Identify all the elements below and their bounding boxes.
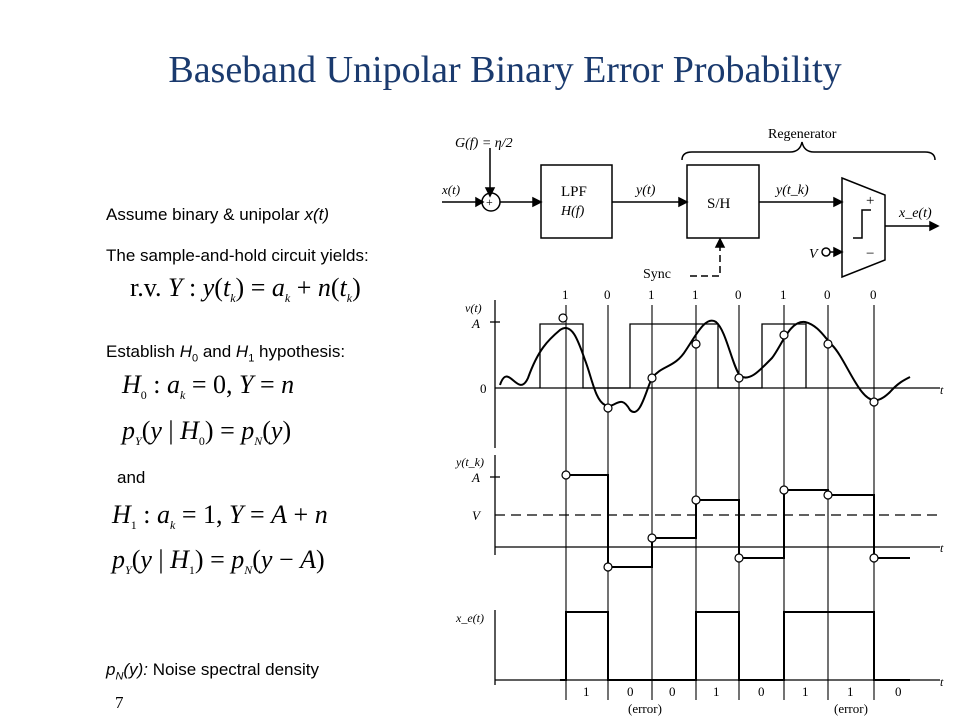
top-bit-label: 1 <box>692 287 699 302</box>
bottom-bit-label: 0 <box>758 684 765 699</box>
lpf-transfer: H(f) <box>561 204 585 219</box>
comparator-minus: − <box>866 246 875 262</box>
summer-plus: + <box>486 195 493 209</box>
sh-output-label: y(t_k) <box>776 183 809 198</box>
top-axis-t: t <box>940 383 944 397</box>
top-ylabel: v(t) <box>465 301 482 315</box>
lpf-label: LPF <box>561 184 587 200</box>
top-bit-label: 1 <box>780 287 787 302</box>
top-bit-label: 1 <box>562 287 569 302</box>
input-label: x(t) <box>442 182 461 197</box>
error-label-1: (error) <box>628 701 662 716</box>
sample-hold-text: The sample-and-hold circuit yields: <box>106 246 369 265</box>
noise-label: G(f) = η/2 <box>455 136 513 151</box>
top-bit-label: 0 <box>735 287 742 302</box>
lpf-output-label: y(t) <box>636 183 656 198</box>
establish-text: Establish $H_0$ and $H_1$ hypothesis: <box>106 342 346 365</box>
and-text: and <box>117 468 146 487</box>
mid-level-a: A <box>472 470 480 485</box>
mid-axis-t: t <box>940 541 944 555</box>
sync-label: Sync <box>643 267 671 282</box>
top-bit-label: 0 <box>870 287 877 302</box>
h1-equation: $H_1$ : $a_k = 1$, Y = A + n <box>112 500 328 533</box>
h0-pdf-equation: $p_Y(y$ | $H_0) = p_N(y)$ <box>122 416 292 449</box>
top-bit-label: 1 <box>648 287 655 302</box>
top-bit-label: 0 <box>604 287 611 302</box>
top-bit-labels <box>562 287 877 302</box>
mid-ylabel: y(t_k) <box>456 455 484 469</box>
page-number: 7 <box>115 693 124 712</box>
top-level-a: A <box>472 316 480 331</box>
bottom-bit-label: 0 <box>669 684 676 699</box>
output-label: x_e(t) <box>899 206 932 221</box>
threshold-label: V <box>809 247 818 262</box>
bot-ylabel: x_e(t) <box>456 611 484 625</box>
regenerator-label: Regenerator <box>768 127 837 142</box>
bottom-bit-label: 0 <box>895 684 902 699</box>
comparator-plus: + <box>866 193 875 209</box>
bottom-bit-label: 1 <box>583 684 590 699</box>
pn-text: $p_N(y)$: Noise spectral density <box>106 660 319 683</box>
h1-pdf-equation: $p_Y(y$ | $H_1) = p_N(y - A)$ <box>112 545 325 578</box>
bottom-bit-label: 1 <box>713 684 720 699</box>
assume-text: Assume binary & unipolar x(t) <box>106 205 329 224</box>
h0-equation: $H_0$ : $a_k = 0$, Y = n <box>122 370 295 403</box>
bottom-bit-label: 1 <box>802 684 809 699</box>
bottom-bit-labels <box>583 684 902 699</box>
sh-label: S/H <box>707 196 731 212</box>
mid-level-v: V <box>472 508 480 523</box>
error-label-2: (error) <box>834 701 868 716</box>
rv-equation: r.v. Y : $y(t_k) = a_k + n(t_k)$ <box>130 273 361 306</box>
slide-title: Baseband Unipolar Binary Error Probability <box>168 49 842 91</box>
top-level-zero: 0 <box>480 381 487 396</box>
bottom-bit-label: 0 <box>627 684 634 699</box>
bot-axis-t: t <box>940 675 944 689</box>
top-bit-label: 0 <box>824 287 831 302</box>
bottom-bit-label: 1 <box>847 684 854 699</box>
